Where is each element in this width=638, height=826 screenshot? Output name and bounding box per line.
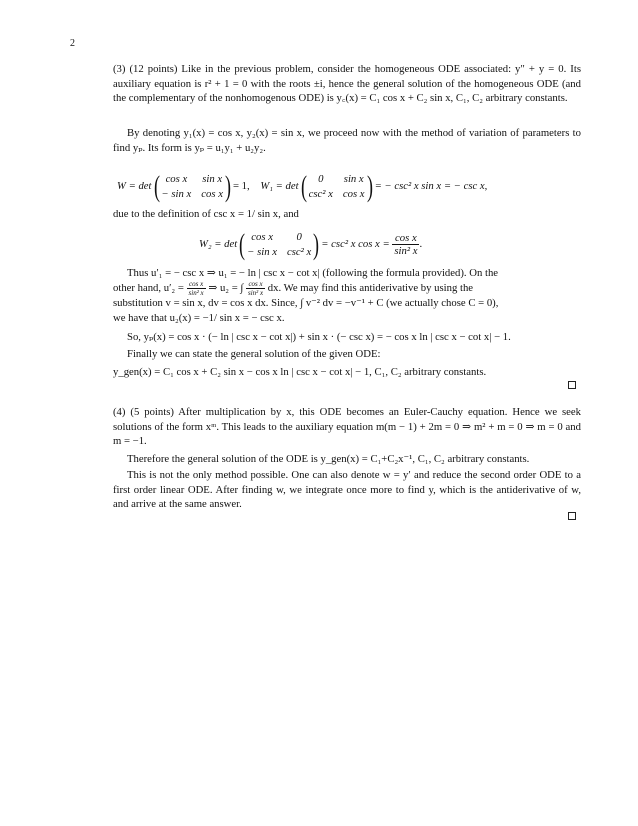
problem-4-alternative: This is not the only method possible. One can also denote w = y′ and reduce the second order ODE to a first order linear ODE. After finding w, we integrate once more to find y, which is the antiderivative of w, and arrive at the same answer. — [113, 469, 581, 511]
thus-line-2: other hand, u′₂ = $\frac{\text{cos x}}{\text{sin² x}}$ ⇒ u₂ = ∫ $\frac{\text{cos x}}{\text{sin² x}}$ dx. We may find this antiderivative by using the — [113, 280, 474, 297]
wronskian-w2: W₂ = det ( cos x 0 − sin x csc² x ) = csc² x cos x = $\frac{\text{cos x}}{\text{sin² x}}$ . — [199, 227, 423, 261]
u2-integrand-fraction: $\frac{\text{cos x}}{\text{sin² x}}$ — [248, 280, 264, 297]
csc-definition: due to the definition of csc x = 1/ sin x, and — [113, 208, 299, 220]
general-solution-3: y_gen(x) = C₁ cos x + C₂ sin x − cos x ln | csc x − cot x| − 1, C₁, C₂ arbitrary constants. — [113, 366, 487, 378]
w2-fraction: $\frac{\text{cos x}}{\text{sin² x}}$ — [394, 232, 418, 258]
w2-matrix: cos x 0 − sin x csc² x — [247, 231, 312, 258]
particular-solution: So, yₚ(x) = cos x · (− ln | csc x − cot x|) + sin x · (− csc x) = − cos x ln | csc x − cot x| − 1. — [127, 331, 511, 343]
problem-3-variation-intro: By denoting y₁(x) = cos x, y₂(x) = sin x, we proceed now with the method of variation of parameters to find yₚ. Its form is yₚ = u₁y₁ + u₂y₂. — [113, 127, 581, 154]
thus-line-4: we have that u₂(x) = −1/ sin x = − csc x. — [113, 312, 285, 324]
w-matrix: cos x sin x − sin x cos x — [161, 173, 223, 200]
wronskian-line — [117, 169, 488, 203]
thus-line-3: substitution v = sin x, dv = cos x dx. Since, ∫ v⁻² dv = −v⁻¹ + C (we actually chose C = 0), — [113, 297, 499, 309]
finally-line: Finally we can state the general solution of the given ODE: — [127, 348, 381, 360]
qed-box-4 — [568, 512, 576, 520]
u2-prime-fraction: $\frac{\text{cos x}}{\text{sin² x}}$ — [188, 280, 204, 297]
wronskian-w2-line — [199, 227, 423, 261]
problem-4-intro: (4) (5 points) After multiplication by x, this ODE becomes an Euler-Cauchy equation. Hence we seek solutions of the form xᵐ. This leads to the auxiliary equation m(m − 1) + 2m = 0 ⇒ m² + m = 0 ⇒ m = 0 and m = −1. — [113, 406, 581, 448]
problem-4-general-solution: Therefore the general solution of the ODE is y_gen(x) = C₁+C₂x⁻¹, C₁, C₂ arbitrary constants. — [127, 453, 530, 465]
thus-line-1: Thus u′₁ = − csc x ⇒ u₁ = − ln | csc x − cot x| (following the formula provided). On the — [127, 267, 499, 279]
wronskian-w: W = det ( cos x sin x − sin x cos x ) = 1, — [117, 169, 250, 203]
page-number: 2 — [70, 38, 75, 49]
w1-matrix: 0 sin x csc² x cos x — [308, 173, 365, 200]
wronskian-w1: W₁ = det ( 0 sin x csc² x cos x ) = − csc² x sin x = − csc x, — [260, 169, 488, 203]
qed-box-3 — [568, 381, 576, 389]
problem-3-intro: (3) (12 points) Like in the previous problem, consider the homogeneous ODE associated: y″ + y = 0. Its auxiliary equation is r² + 1 = 0 with the roots ±i, hence the general solution of the homogeneous ODE (and the complementary of the nonhomogenous ODE) is y꜀(x) = C₁ cos x + C₂ sin x, C₁, C₂ arbitrary constants. — [113, 63, 581, 105]
